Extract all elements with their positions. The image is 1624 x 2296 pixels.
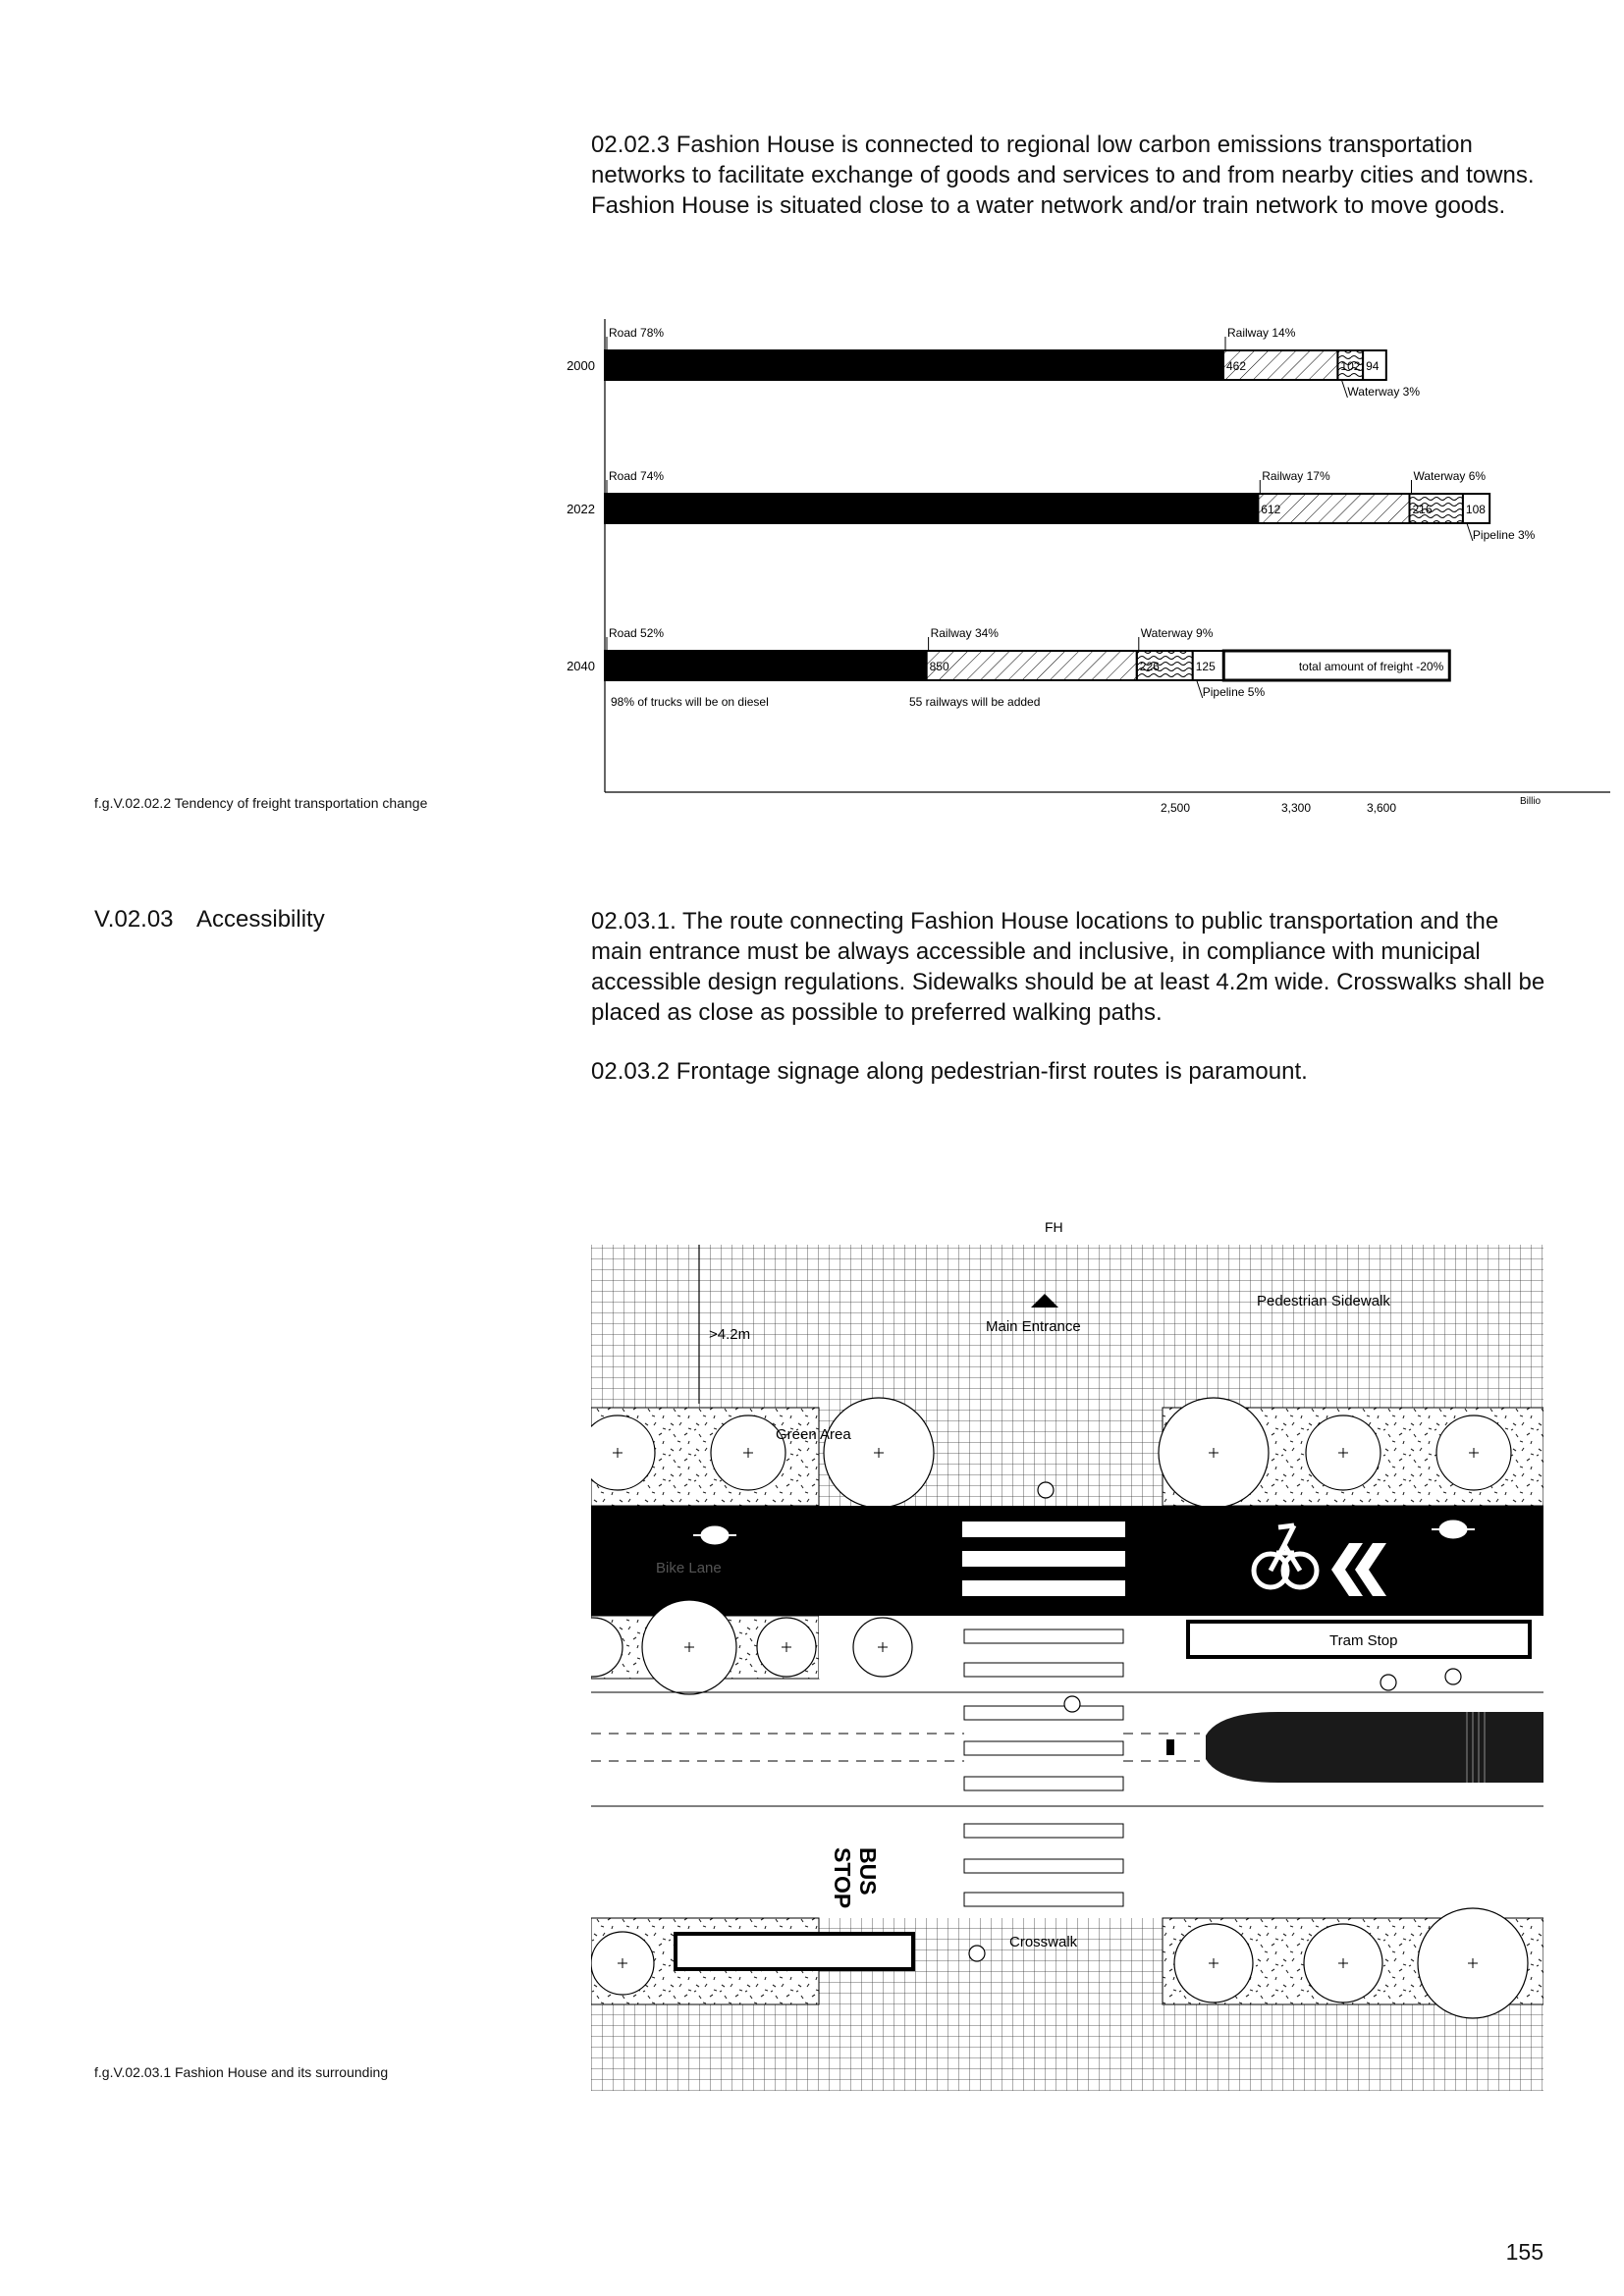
bike-lane-label: Bike Lane (656, 1560, 722, 1576)
note-trucks-diesel: 98% of trucks will be on diesel (611, 695, 769, 709)
value-label-2022-railway: 612 (1261, 503, 1281, 516)
tram-icon (1206, 1712, 1543, 1783)
value-label-2022-waterway: 216 (1412, 503, 1433, 516)
x-unit-label: Billio (1520, 796, 1542, 807)
value-label-2000-pipeline: 94 (1366, 359, 1380, 373)
segment-label-2022-road: Road 74% (609, 469, 665, 483)
green-area-label: Green Area (776, 1426, 851, 1443)
plan-caption: f.g.V.02.03.1 Fashion House and its surrounding (94, 2064, 389, 2080)
segment-label-2040-road: Road 52% (609, 626, 665, 640)
segment-label-2022-waterway: Waterway 6% (1413, 469, 1487, 483)
pedestrian-sidewalk-label: Pedestrian Sidewalk (1257, 1293, 1390, 1309)
paragraph-accessibility: 02.03.1. The route connecting Fashion House locations to public transportation and the main entrance must be always accessible and inclusive, in compliance with municipal accessible design regulations. Sidewalks should be at least 4.2m wide. Crosswalks shall be placed as close as possible to preferred walking paths. (591, 908, 1545, 1026)
segment-label-2000-waterway: Waterway 3% (1347, 385, 1421, 399)
page-number: 155 (1505, 2239, 1543, 2265)
crosswalk-stripes-bike (962, 1522, 1125, 1596)
x-tick-1: 3,300 (1281, 801, 1312, 815)
value-label-2000-waterway: 102 (1340, 359, 1361, 373)
x-tick-2: 3,600 (1367, 801, 1397, 815)
total-note-2040: total amount of freight -20% (1298, 660, 1444, 673)
value-label-2022-pipeline: 108 (1465, 503, 1486, 516)
bar-2022-railway (1258, 494, 1409, 523)
value-label-2040-waterway: 226 (1139, 660, 1160, 673)
site-plan (591, 1215, 1543, 2091)
sidewalk-width-label: >4.2m (709, 1326, 751, 1343)
bar-2040-road (605, 651, 927, 680)
year-label-2000: 2000 (567, 358, 595, 373)
paragraph-signage: 02.03.2 Frontage signage along pedestrian-first routes is paramount. (591, 1058, 1308, 1085)
bus-stop-line2: STOP (830, 1847, 855, 1909)
note-railways-added: 55 railways will be added (909, 695, 1041, 709)
crosswalk-label: Crosswalk (1009, 1934, 1078, 1950)
section-number: V.02.03 (94, 906, 174, 933)
bar-2022-road (605, 494, 1258, 523)
year-label-2040: 2040 (567, 659, 595, 673)
intro-paragraph: 02.02.3 Fashion House is connected to regional low carbon emissions transportation networks to facilitate exchange of goods and services to and from nearby cities and towns. Fashion House is situated close to a water network and/or train network to move goods. (591, 132, 1535, 219)
chart-caption: f.g.V.02.02.2 Tendency of freight transportation change (94, 795, 428, 811)
value-label-2040-railway: 850 (929, 660, 949, 673)
section-title: Accessibility (196, 906, 325, 933)
bus-stop-line1: BUS (855, 1847, 881, 1896)
bus-stop-shelter (676, 1934, 913, 1969)
bar-2000-road (605, 350, 1223, 380)
segment-label-2022-pipeline: Pipeline 3% (1472, 528, 1536, 542)
value-label-2040-pipeline: 125 (1195, 660, 1216, 673)
tram-stop-label: Tram Stop (1329, 1632, 1398, 1649)
year-label-2022: 2022 (567, 502, 595, 516)
segment-label-2022-railway: Railway 17% (1262, 469, 1330, 483)
section-heading (94, 906, 325, 934)
freight-chart (550, 319, 1624, 820)
segment-label-2040-railway: Railway 34% (930, 626, 999, 640)
segment-label-2040-waterway: Waterway 9% (1140, 626, 1214, 640)
segment-label-2000-railway: Railway 14% (1227, 326, 1296, 340)
x-tick-0: 2,500 (1161, 801, 1191, 815)
segment-label-2040-pipeline: Pipeline 5% (1202, 685, 1266, 699)
value-label-2000-railway: 462 (1226, 359, 1247, 373)
crosswalk-stripes (964, 1629, 1123, 1906)
fh-label: FH (1045, 1219, 1063, 1235)
bar-2040-railway (927, 651, 1137, 680)
main-entrance-label: Main Entrance (986, 1318, 1081, 1335)
segment-label-2000-road: Road 78% (609, 326, 665, 340)
